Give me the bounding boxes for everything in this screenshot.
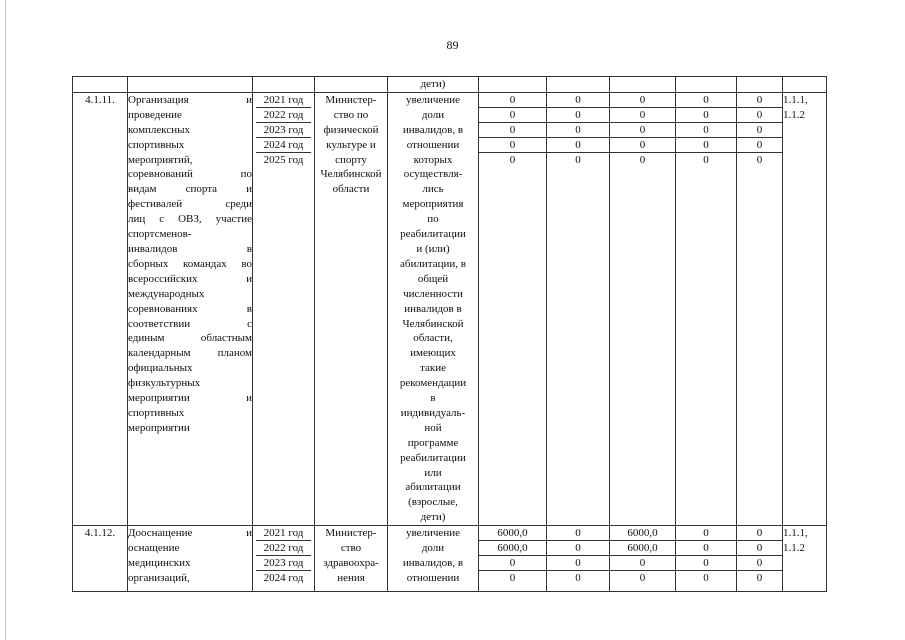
indicator-line: или <box>424 466 442 479</box>
value: 6000,0 <box>610 526 675 541</box>
value: 0 <box>737 526 782 541</box>
cell-indicator <box>388 526 479 592</box>
indicator-line: численности <box>403 287 463 300</box>
event-line: оснащение <box>128 542 180 555</box>
event-line: сборных командах во <box>128 257 252 270</box>
value: 0 <box>676 556 736 571</box>
cell-value <box>676 526 737 592</box>
executor-line: нения <box>337 571 365 584</box>
table-row-4-1-12 <box>73 526 827 592</box>
indicator-line: абилитации <box>405 481 461 494</box>
value: 0 <box>676 541 736 556</box>
event-line: Организация и <box>128 93 252 106</box>
cell-executor <box>315 526 388 592</box>
value: 0 <box>737 108 782 123</box>
value: 0 <box>676 93 736 108</box>
table-row-continuation <box>73 77 827 93</box>
value: 0 <box>547 138 609 153</box>
year-label: 2022 год <box>256 108 311 123</box>
value: 0 <box>547 108 609 123</box>
indicator-line: мероприятия <box>402 198 464 211</box>
cell-value <box>547 77 610 93</box>
value: 0 <box>479 93 546 108</box>
indicator-line: абилитации, в <box>400 257 466 270</box>
link-ref: 1.1.1, <box>783 93 808 106</box>
event-line: организаций, <box>128 571 190 584</box>
executor-line: Челябинской <box>320 168 382 181</box>
cell-indicator <box>388 92 479 525</box>
year-label: 2023 год <box>256 123 311 138</box>
value: 0 <box>509 572 516 585</box>
indicator-line: осуществля- <box>403 168 463 181</box>
link-ref: 1.1.2 <box>783 542 805 555</box>
value: 0 <box>756 153 763 166</box>
value: 0 <box>639 153 646 166</box>
value: 0 <box>676 108 736 123</box>
cell-value <box>479 92 547 525</box>
event-line: календарным планом <box>128 347 252 360</box>
value: 0 <box>547 541 609 556</box>
event-line: мероприятий, <box>128 153 193 166</box>
cell-executor <box>315 92 388 525</box>
value: 6000,0 <box>479 526 546 541</box>
indicator-line: по <box>427 213 439 226</box>
indicator-line: увеличение <box>406 527 460 540</box>
cell-number: 4.1.11. <box>73 92 128 525</box>
year-label: 2024 год <box>256 138 311 153</box>
year-label: 2021 год <box>256 526 311 541</box>
value: 0 <box>479 138 546 153</box>
event-line: единым областным <box>128 332 252 345</box>
value: 6000,0 <box>479 541 546 556</box>
indicator-line: увеличение <box>406 93 460 106</box>
value: 6000,0 <box>610 541 675 556</box>
cell-executor <box>315 77 388 93</box>
value: 0 <box>509 153 516 166</box>
value: 0 <box>737 138 782 153</box>
value: 0 <box>703 572 709 585</box>
executor-line: ство по <box>333 108 369 121</box>
value: 0 <box>639 572 646 585</box>
value: 0 <box>676 123 736 138</box>
value: 0 <box>575 153 581 166</box>
cell-value <box>610 526 676 592</box>
value: 0 <box>610 138 675 153</box>
cell-value <box>676 77 737 93</box>
indicator-line: индивидуаль- <box>400 406 466 419</box>
event-line: лиц с ОВЗ, участие <box>128 213 252 226</box>
cell-years <box>253 92 315 525</box>
cell-indicator: дети) <box>388 77 479 93</box>
cell-links <box>783 92 827 525</box>
indicator-line: реабилитации <box>400 451 466 464</box>
value: 0 <box>479 123 546 138</box>
indicator-line: ной <box>424 421 442 434</box>
year-label: 2025 год <box>263 153 304 166</box>
year-label: 2022 год <box>256 541 311 556</box>
indicator-line: в <box>430 392 436 405</box>
event-line: официальных <box>128 362 193 375</box>
executor-line: спорту <box>335 153 367 166</box>
cell-value <box>737 77 783 93</box>
indicator-line: такие <box>420 362 446 375</box>
indicator-line: отношении <box>406 571 460 584</box>
link-ref: 1.1.2 <box>783 108 805 121</box>
value: 0 <box>610 93 675 108</box>
value: 0 <box>575 572 581 585</box>
executor-line: физической <box>323 123 379 136</box>
value: 0 <box>737 93 782 108</box>
executor-line: культуре и <box>326 138 376 151</box>
link-ref: 1.1.1, <box>783 527 808 540</box>
cell-event <box>128 526 253 592</box>
cell-value <box>479 77 547 93</box>
value: 0 <box>547 123 609 138</box>
cell-number: 4.1.12. <box>73 526 128 592</box>
value: 0 <box>610 108 675 123</box>
cell-value <box>610 92 676 525</box>
indicator-line: отношении <box>406 138 460 151</box>
cell-value <box>737 92 783 525</box>
event-line: международных <box>128 287 205 300</box>
event-line: проведение <box>128 108 182 121</box>
indicator-line: инвалидов, в <box>402 123 464 136</box>
year-label: 2021 год <box>256 93 311 108</box>
cell-year <box>253 77 315 93</box>
table-row-4-1-11 <box>73 92 827 525</box>
value: 0 <box>479 108 546 123</box>
value: 0 <box>547 93 609 108</box>
cell-links <box>783 77 827 93</box>
executor-line: Министер- <box>325 527 377 540</box>
cell-event <box>128 77 253 93</box>
event-line: мероприятии <box>128 421 190 434</box>
event-line: видам спорта и <box>128 183 252 196</box>
program-table <box>72 76 827 592</box>
event-line: спортсменов- <box>128 228 192 241</box>
indicator-line: которых <box>413 153 453 166</box>
event-line: фестивалей среди <box>128 198 252 211</box>
event-line: всероссийских и <box>128 272 252 285</box>
indicator-line: реабилитации <box>400 228 466 241</box>
cell-years <box>253 526 315 592</box>
value: 0 <box>756 572 763 585</box>
indicator-line: имеющих <box>410 347 456 360</box>
indicator-line: (взрослые, <box>408 496 458 509</box>
year-label: 2023 год <box>256 556 311 571</box>
indicator-line: инвалидов, в <box>402 557 464 569</box>
scan-edge-line <box>5 0 6 640</box>
value: 0 <box>610 556 675 571</box>
indicator-line: Челябинской <box>402 317 464 330</box>
event-line: мероприятии и <box>128 392 252 405</box>
value: 0 <box>737 556 782 571</box>
cell-value <box>479 526 547 592</box>
indicator-line: дети) <box>420 511 446 524</box>
value: 0 <box>737 541 782 556</box>
event-line: комплексных <box>128 123 191 136</box>
event-line: спортивных <box>128 406 185 419</box>
executor-line: ство <box>340 542 362 555</box>
value: 0 <box>547 526 609 541</box>
value: 0 <box>676 138 736 153</box>
indicator-line: доли <box>421 108 445 121</box>
indicator-line: лись <box>422 183 444 196</box>
event-line: соответствии с <box>128 317 252 330</box>
cell-value <box>737 526 783 592</box>
cell-value <box>676 92 737 525</box>
event-line: соревнованиях в <box>128 302 252 315</box>
indicator-line: доли <box>421 542 445 555</box>
year-label: 2024 год <box>263 572 304 585</box>
cell-event <box>128 92 253 525</box>
indicator-line: области, <box>413 332 453 345</box>
executor-line: здравоохра- <box>323 557 379 569</box>
cell-number <box>73 77 128 93</box>
value: 0 <box>479 556 546 571</box>
value: 0 <box>610 123 675 138</box>
indicator-line: программе <box>407 436 459 449</box>
executor-line: Министер- <box>325 93 377 106</box>
indicator-line: рекомендации <box>399 377 467 390</box>
event-line: соревнований по <box>128 168 252 181</box>
cell-value <box>547 526 610 592</box>
value: 0 <box>547 556 609 571</box>
event-line: физкультурных <box>128 377 201 390</box>
page-number: 89 <box>446 38 459 52</box>
event-line: Дооснащение и <box>128 527 252 540</box>
executor-line: области <box>332 183 370 196</box>
value: 0 <box>703 153 709 166</box>
cell-value <box>547 92 610 525</box>
value: 0 <box>676 526 736 541</box>
event-line: медицинских <box>128 557 191 569</box>
cell-links <box>783 526 827 592</box>
event-line: инвалидов в <box>128 242 252 255</box>
cell-value <box>610 77 676 93</box>
indicator-line: и (или) <box>416 242 450 255</box>
indicator-line: инвалидов в <box>404 302 462 315</box>
event-line: спортивных <box>128 138 185 151</box>
indicator-line: общей <box>417 272 449 285</box>
value: 0 <box>737 123 782 138</box>
